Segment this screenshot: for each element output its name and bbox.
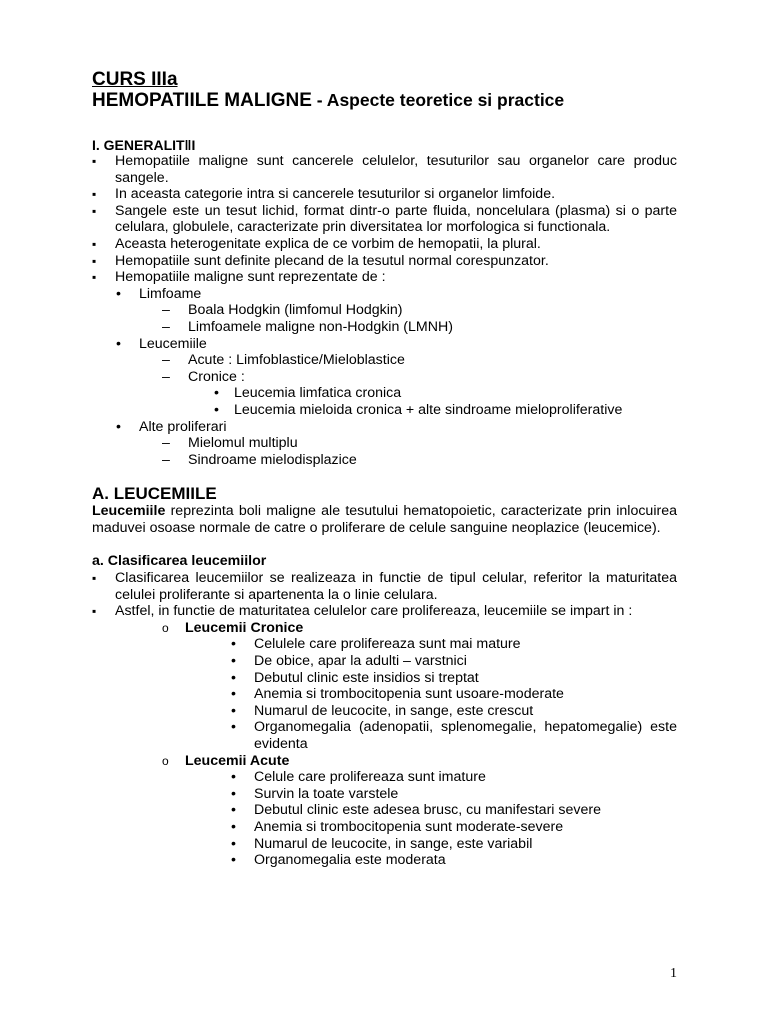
- list-item: • Anemia si trombocitopenia sunt moderate-severe: [231, 819, 677, 836]
- cronice-list: [214, 385, 677, 418]
- document-title-main: HEMOPATIILE MALIGNE: [92, 90, 312, 111]
- list-item: ▪ Aceasta heterogenitate explica de ce vorbim de hemopatii, la plural.: [92, 236, 677, 253]
- list-item: • Debutul clinic este insidios si treptat: [231, 670, 677, 687]
- list-item: • Leucemia limfatica cronica: [214, 385, 677, 402]
- tree-item-alte: [116, 419, 677, 469]
- tree-item-limfoame: [116, 286, 677, 336]
- list-item: – Boala Hodgkin (limfomul Hodgkin): [162, 302, 677, 319]
- tree-label: Alte proliferari: [139, 418, 227, 435]
- leucemiile-list: [162, 352, 677, 418]
- list-item: ▪ In aceasta categorie intra si cancerele tesuturilor si organelor limfoide.: [92, 186, 677, 203]
- list-item: • Organomegalia este moderata: [231, 852, 677, 869]
- list-item: – Sindroame mielodisplazice: [162, 452, 677, 469]
- section-generalitati-heading: I. GENERALITǁI: [92, 137, 196, 153]
- leucemii-types: [162, 620, 677, 869]
- page-number: 1: [670, 966, 677, 981]
- document-page: [92, 70, 677, 869]
- list-item: • Celule care prolifereaza sunt imature: [231, 769, 677, 786]
- list-item: – Mielomul multiplu: [162, 435, 677, 452]
- list-item: – Acute : Limfoblastice/Mieloblastice: [162, 352, 677, 369]
- acute-features: [231, 769, 677, 869]
- list-item: • Celulele care prolifereaza sunt mai mature: [231, 636, 677, 653]
- list-item: • Organomegalia (adenopatii, splenomegalie, hepatomegalie) este evidenta: [231, 719, 677, 752]
- list-item: ▪ Clasificarea leucemiilor se realizeaza in functie de tipul celular, referitor la maturitatea celulei proliferante si apartenenta la o linie celulara.: [92, 570, 677, 603]
- list-item: • Numarul de leucocite, in sange, este variabil: [231, 836, 677, 853]
- generalitati-list: [92, 153, 677, 286]
- intro-text: reprezinta boli maligne ale tesutului hematopoietic, caracterizate prin inlocuirea maduvei osoase normale de catre o proliferare de celule sanguine neoplazice (leucemice).: [92, 503, 677, 536]
- intro-term: Leucemiile: [92, 503, 166, 520]
- type-title: Leucemii Cronice: [185, 619, 304, 636]
- cronice-features: [231, 636, 677, 752]
- section-a-heading: A. LEUCEMIILE: [92, 484, 217, 504]
- hemopatii-tree: [116, 286, 677, 469]
- type-cronice: [162, 620, 677, 753]
- list-item: [162, 369, 677, 419]
- limfoame-list: [162, 302, 677, 335]
- type-acute: [162, 753, 677, 869]
- section-a-intro: [92, 503, 677, 536]
- tree-item-leucemiile: [116, 336, 677, 419]
- tree-label: Cronice :: [188, 368, 245, 385]
- document-title-subtitle: - Aspecte teoretice si practice: [311, 90, 565, 110]
- clasificare-list: [92, 570, 677, 620]
- list-item: • Anemia si trombocitopenia sunt usoare-moderate: [231, 686, 677, 703]
- tree-label: Limfoame: [139, 285, 202, 302]
- list-item: ▪ Hemopatiile sunt definite plecand de la tesutul normal corespunzator.: [92, 253, 677, 270]
- type-title: Leucemii Acute: [185, 752, 290, 769]
- list-item: • Numarul de leucocite, in sange, este crescut: [231, 703, 677, 720]
- list-item: • Debutul clinic este adesea brusc, cu manifestari severe: [231, 802, 677, 819]
- list-item: • Survin la toate varstele: [231, 786, 677, 803]
- course-title: CURS IIIa: [92, 69, 178, 90]
- tree-label: Leucemiile: [139, 335, 207, 352]
- list-item: ▪ Hemopatiile maligne sunt cancerele celulelor, tesuturilor sau organelor care produc sangele.: [92, 153, 677, 186]
- clasificare-heading: a. Clasificarea leucemiilor: [92, 553, 267, 570]
- list-item: • Leucemia mieloida cronica + alte sindroame mieloproliferative: [214, 402, 677, 419]
- list-item: • De obice, apar la adulti – varstnici: [231, 653, 677, 670]
- list-item: – Limfoamele maligne non-Hodgkin (LMNH): [162, 319, 677, 336]
- list-item: ▪ Sangele este un tesut lichid, format dintr-o parte fluida, noncelulara (plasma) si o parte celulara, globulele, caracterizate prin diversitatea lor morfologica si functionala.: [92, 203, 677, 236]
- list-item: ▪ Astfel, in functie de maturitatea celulelor care prolifereaza, leucemiile se impart in :: [92, 603, 677, 620]
- alte-list: [162, 435, 677, 468]
- list-item: ▪ Hemopatiile maligne sunt reprezentate de :: [92, 269, 677, 286]
- document-title: [92, 90, 677, 111]
